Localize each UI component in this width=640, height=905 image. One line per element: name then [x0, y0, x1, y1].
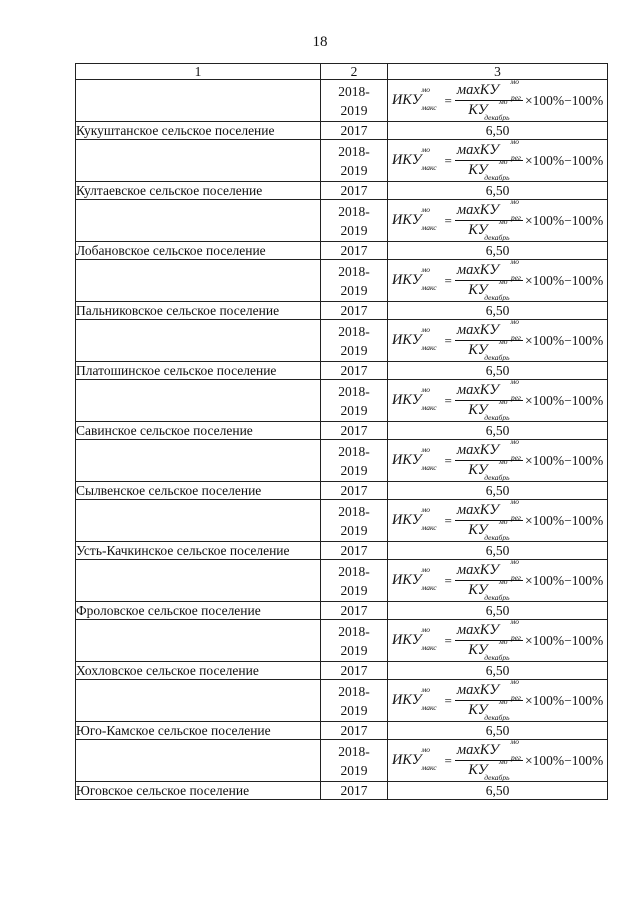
empty-name-cell — [76, 680, 321, 722]
value-cell: 6,50 — [388, 722, 608, 740]
formula-fraction — [455, 137, 523, 182]
formula-denominator: КУ мо декабрь — [468, 457, 510, 482]
formula-row — [76, 560, 608, 602]
period-cell: 2018- 2019 — [321, 560, 388, 602]
formula-numerator: махКУ мо рег — [456, 77, 521, 102]
settlement-name-cell: Пальниковское сельское поселение — [76, 302, 321, 320]
formula-equals: = — [444, 212, 452, 228]
formula-symbol: ИКУ мо макс — [391, 745, 437, 772]
formula-cell — [388, 437, 608, 482]
formula-symbol: ИКУ мо макс — [391, 325, 437, 352]
formula-numerator: махКУ мо рег — [456, 317, 521, 342]
empty-name-cell — [76, 380, 321, 422]
table-row — [76, 722, 608, 740]
formula-tail: ×100%−100% — [524, 92, 604, 108]
formula-symbol: ИКУ мо макс — [391, 145, 437, 172]
formula-tail: ×100%−100% — [524, 512, 604, 528]
formula-cell — [388, 557, 608, 602]
formula-denominator: КУ мо декабрь — [468, 97, 510, 122]
table-row — [76, 122, 608, 140]
table-row — [76, 302, 608, 320]
formula-numerator: махКУ мо рег — [456, 377, 521, 402]
formula-row — [76, 200, 608, 242]
settlement-name-cell: Платошинское сельское поселение — [76, 362, 321, 380]
formula-row — [76, 680, 608, 722]
year-cell: 2017 — [321, 542, 388, 560]
formula-symbol: ИКУ мо макс — [391, 85, 437, 112]
formula-tail: ×100%−100% — [524, 272, 604, 288]
formula-fraction — [455, 77, 523, 122]
formula-row — [76, 620, 608, 662]
table-body — [76, 77, 608, 800]
formula-row — [76, 500, 608, 542]
empty-name-cell — [76, 80, 321, 122]
settlement-name-cell: Кукуштанское сельское поселение — [76, 122, 321, 140]
formula-cell — [388, 197, 608, 242]
formula-fraction — [455, 737, 523, 782]
formula-tail: ×100%−100% — [524, 692, 604, 708]
value-cell: 6,50 — [388, 242, 608, 260]
formula-cell — [388, 737, 608, 782]
year-cell: 2017 — [321, 482, 388, 500]
formula-denominator: КУ мо декабрь — [468, 337, 510, 362]
formula-fraction — [455, 257, 523, 302]
formula-denominator: КУ мо декабрь — [468, 217, 510, 242]
table-row — [76, 422, 608, 440]
table-row — [76, 542, 608, 560]
formula-row — [76, 440, 608, 482]
formula-equals: = — [444, 152, 452, 168]
formula — [391, 437, 604, 482]
settlement-name-cell: Усть-Качкинское сельское поселение — [76, 542, 321, 560]
year-cell: 2017 — [321, 782, 388, 800]
formula-cell — [388, 137, 608, 182]
empty-name-cell — [76, 200, 321, 242]
settlement-name-cell: Фроловское сельское поселение — [76, 602, 321, 620]
formula-equals: = — [444, 392, 452, 408]
formula-tail: ×100%−100% — [524, 452, 604, 468]
formula-numerator: махКУ мо рег — [456, 617, 521, 642]
year-cell: 2017 — [321, 302, 388, 320]
formula-numerator: махКУ мо рег — [456, 737, 521, 762]
settlement-name-cell: Лобановское сельское поселение — [76, 242, 321, 260]
formula-cell — [388, 497, 608, 542]
value-cell: 6,50 — [388, 602, 608, 620]
column-header-2: 2 — [321, 64, 388, 80]
data-table — [75, 63, 608, 800]
formula-equals: = — [444, 332, 452, 348]
formula-cell — [388, 257, 608, 302]
empty-name-cell — [76, 440, 321, 482]
settlement-name-cell: Юговское сельское поселение — [76, 782, 321, 800]
formula-row — [76, 380, 608, 422]
formula-tail: ×100%−100% — [524, 152, 604, 168]
year-cell: 2017 — [321, 602, 388, 620]
period-cell: 2018- 2019 — [321, 680, 388, 722]
settlement-name-cell: Сылвенское сельское поселение — [76, 482, 321, 500]
period-cell: 2018- 2019 — [321, 320, 388, 362]
formula-tail: ×100%−100% — [524, 752, 604, 768]
formula-tail: ×100%−100% — [524, 632, 604, 648]
formula — [391, 617, 604, 662]
formula-numerator: махКУ мо рег — [456, 557, 521, 582]
formula-symbol: ИКУ мо макс — [391, 505, 437, 532]
value-cell: 6,50 — [388, 302, 608, 320]
formula-fraction — [455, 437, 523, 482]
value-cell: 6,50 — [388, 362, 608, 380]
formula-row — [76, 740, 608, 782]
formula-tail: ×100%−100% — [524, 212, 604, 228]
formula — [391, 677, 604, 722]
period-cell: 2018- 2019 — [321, 380, 388, 422]
page-number: 18 — [312, 34, 328, 50]
settlement-name-cell: Юго-Камское сельское поселение — [76, 722, 321, 740]
formula — [391, 317, 604, 362]
period-cell: 2018- 2019 — [321, 260, 388, 302]
formula — [391, 257, 604, 302]
formula-equals: = — [444, 512, 452, 528]
formula-denominator: КУ мо декабрь — [468, 697, 510, 722]
formula-tail: ×100%−100% — [524, 572, 604, 588]
period-cell: 2018- 2019 — [321, 440, 388, 482]
formula-equals: = — [444, 92, 452, 108]
formula-symbol: ИКУ мо макс — [391, 205, 437, 232]
period-cell: 2018- 2019 — [321, 500, 388, 542]
formula-numerator: махКУ мо рег — [456, 497, 521, 522]
formula-denominator: КУ мо декабрь — [468, 397, 510, 422]
formula-fraction — [455, 197, 523, 242]
formula-numerator: махКУ мо рег — [456, 257, 521, 282]
formula-fraction — [455, 677, 523, 722]
formula-numerator: махКУ мо рег — [456, 437, 521, 462]
formula-fraction — [455, 497, 523, 542]
formula — [391, 737, 604, 782]
formula-symbol: ИКУ мо макс — [391, 625, 437, 652]
formula-numerator: махКУ мо рег — [456, 137, 521, 162]
value-cell: 6,50 — [388, 422, 608, 440]
formula-denominator: КУ мо декабрь — [468, 757, 510, 782]
formula-denominator: КУ мо декабрь — [468, 517, 510, 542]
year-cell: 2017 — [321, 122, 388, 140]
value-cell: 6,50 — [388, 182, 608, 200]
formula-tail: ×100%−100% — [524, 392, 604, 408]
formula — [391, 497, 604, 542]
empty-name-cell — [76, 320, 321, 362]
formula-cell — [388, 77, 608, 122]
empty-name-cell — [76, 740, 321, 782]
formula-fraction — [455, 317, 523, 362]
formula-denominator: КУ мо декабрь — [468, 157, 510, 182]
year-cell: 2017 — [321, 422, 388, 440]
empty-name-cell — [76, 260, 321, 302]
formula-cell — [388, 617, 608, 662]
empty-name-cell — [76, 560, 321, 602]
formula-cell — [388, 317, 608, 362]
formula — [391, 377, 604, 422]
table-row — [76, 602, 608, 620]
formula-fraction — [455, 377, 523, 422]
table-row — [76, 182, 608, 200]
formula-denominator: КУ мо декабрь — [468, 637, 510, 662]
settlement-name-cell: Хохловское сельское поселение — [76, 662, 321, 680]
formula-cell — [388, 377, 608, 422]
period-cell: 2018- 2019 — [321, 80, 388, 122]
formula-row — [76, 140, 608, 182]
column-header-3: 3 — [388, 64, 608, 80]
table-row — [76, 782, 608, 800]
formula-symbol: ИКУ мо макс — [391, 445, 437, 472]
year-cell: 2017 — [321, 662, 388, 680]
year-cell: 2017 — [321, 242, 388, 260]
year-cell: 2017 — [321, 722, 388, 740]
settlement-name-cell: Култаевское сельское поселение — [76, 182, 321, 200]
formula-row — [76, 80, 608, 122]
period-cell: 2018- 2019 — [321, 140, 388, 182]
formula-numerator: махКУ мо рег — [456, 677, 521, 702]
period-cell: 2018- 2019 — [321, 740, 388, 782]
period-cell: 2018- 2019 — [321, 620, 388, 662]
table-row — [76, 242, 608, 260]
table-row — [76, 482, 608, 500]
formula-equals: = — [444, 572, 452, 588]
formula-fraction — [455, 617, 523, 662]
formula-cell — [388, 677, 608, 722]
formula-equals: = — [444, 272, 452, 288]
settlement-name-cell: Савинское сельское поселение — [76, 422, 321, 440]
formula — [391, 557, 604, 602]
formula-symbol: ИКУ мо макс — [391, 565, 437, 592]
table-header-row — [76, 64, 608, 80]
column-header-1: 1 — [76, 64, 321, 80]
formula-equals: = — [444, 452, 452, 468]
value-cell: 6,50 — [388, 122, 608, 140]
formula-symbol: ИКУ мо макс — [391, 385, 437, 412]
table-row — [76, 662, 608, 680]
formula-symbol: ИКУ мо макс — [391, 685, 437, 712]
empty-name-cell — [76, 140, 321, 182]
value-cell: 6,50 — [388, 662, 608, 680]
formula-equals: = — [444, 632, 452, 648]
formula-equals: = — [444, 692, 452, 708]
formula-numerator: махКУ мо рег — [456, 197, 521, 222]
formula — [391, 197, 604, 242]
formula-row — [76, 260, 608, 302]
formula — [391, 137, 604, 182]
empty-name-cell — [76, 620, 321, 662]
formula-symbol: ИКУ мо макс — [391, 265, 437, 292]
formula-tail: ×100%−100% — [524, 332, 604, 348]
formula-fraction — [455, 557, 523, 602]
table-row — [76, 362, 608, 380]
value-cell: 6,50 — [388, 782, 608, 800]
value-cell: 6,50 — [388, 542, 608, 560]
formula-denominator: КУ мо декабрь — [468, 277, 510, 302]
formula — [391, 77, 604, 122]
formula-denominator: КУ мо декабрь — [468, 577, 510, 602]
formula-equals: = — [444, 752, 452, 768]
formula-row — [76, 320, 608, 362]
year-cell: 2017 — [321, 182, 388, 200]
year-cell: 2017 — [321, 362, 388, 380]
empty-name-cell — [76, 500, 321, 542]
period-cell: 2018- 2019 — [321, 200, 388, 242]
value-cell: 6,50 — [388, 482, 608, 500]
